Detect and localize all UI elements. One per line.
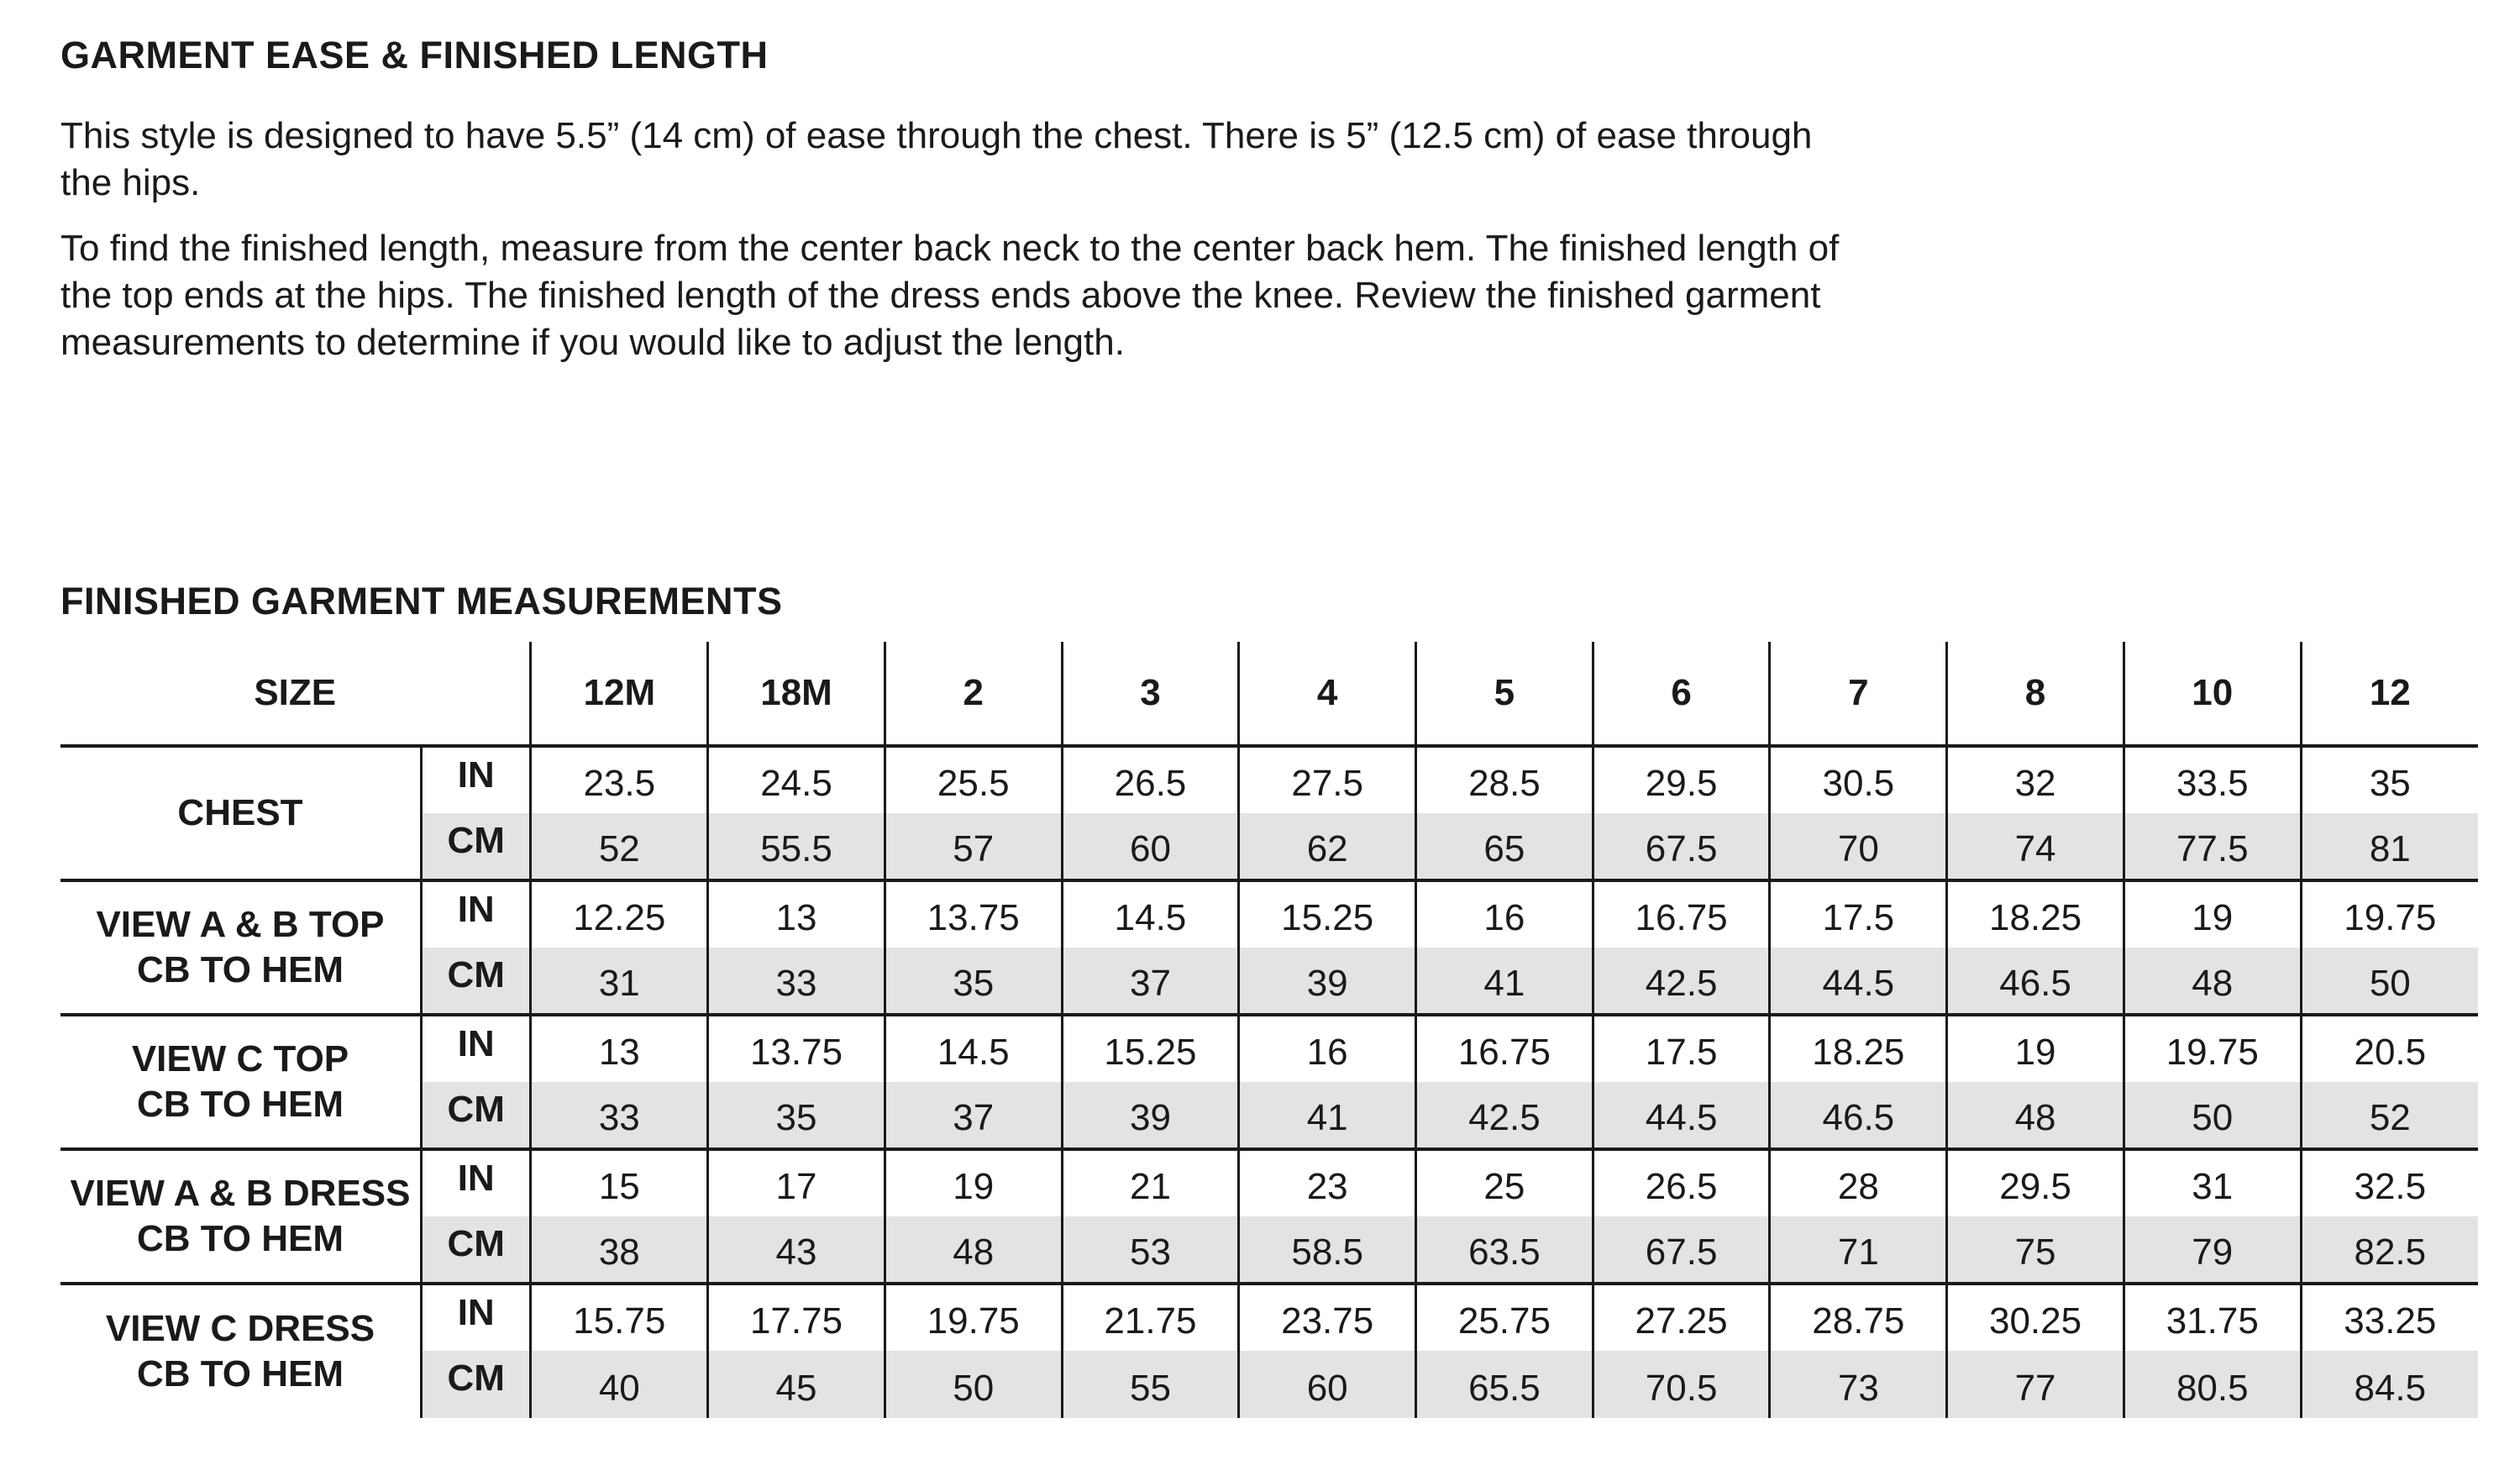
unit-label-cm: CM bbox=[421, 1082, 530, 1149]
value-cell: 70.5 bbox=[1593, 1351, 1770, 1418]
value-cell: 19.75 bbox=[2301, 880, 2478, 948]
value-cell: 19 bbox=[2124, 880, 2301, 948]
value-cell: 30.25 bbox=[1947, 1284, 2124, 1351]
value-cell: 48 bbox=[885, 1216, 1062, 1284]
value-cell: 33.5 bbox=[2124, 746, 2301, 813]
value-cell: 25.5 bbox=[885, 746, 1062, 813]
value-cell: 44.5 bbox=[1593, 1082, 1770, 1149]
value-cell: 31 bbox=[531, 948, 708, 1015]
ease-paragraph: This style is designed to have 5.5” (14 cm) of ease through the chest. There is 5” (12.5 cm) of ease through the hips. bbox=[60, 115, 1813, 203]
value-cell: 52 bbox=[2301, 1082, 2478, 1149]
value-cell: 67.5 bbox=[1593, 813, 1770, 880]
value-cell: 18.25 bbox=[1770, 1015, 1947, 1082]
value-cell: 67.5 bbox=[1593, 1216, 1770, 1284]
value-cell: 41 bbox=[1239, 1082, 1416, 1149]
size-header-row bbox=[60, 642, 2478, 746]
size-header-cell: 10 bbox=[2124, 642, 2301, 746]
value-cell: 30.5 bbox=[1770, 746, 1947, 813]
value-cell: 50 bbox=[885, 1351, 1062, 1418]
value-cell: 44.5 bbox=[1770, 948, 1947, 1015]
value-cell: 28.5 bbox=[1416, 746, 1593, 813]
value-cell: 23.75 bbox=[1239, 1284, 1416, 1351]
value-cell: 40 bbox=[531, 1351, 708, 1418]
value-cell: 42.5 bbox=[1416, 1082, 1593, 1149]
measurement-label-line2: CB TO HEM bbox=[136, 1353, 344, 1394]
value-cell: 46.5 bbox=[1947, 948, 2124, 1015]
value-cell: 13.75 bbox=[885, 880, 1062, 948]
value-cell: 35 bbox=[708, 1082, 885, 1149]
value-cell: 14.5 bbox=[885, 1015, 1062, 1082]
value-cell: 63.5 bbox=[1416, 1216, 1593, 1284]
value-cell: 24.5 bbox=[708, 746, 885, 813]
value-cell: 71 bbox=[1770, 1216, 1947, 1284]
length-paragraph: To find the finished length, measure from the center back neck to the center back hem. The finished length of the top ends at the hips. The finished length of the dress ends above the knee. Review the finished garment measurements to determine if you would like to adjust the length. bbox=[60, 228, 1840, 363]
measurement-label-line1: CHEST bbox=[177, 792, 303, 833]
value-cell: 32.5 bbox=[2301, 1149, 2478, 1216]
table-row bbox=[60, 813, 2478, 880]
table-row bbox=[60, 880, 2478, 948]
size-header: SIZE bbox=[254, 672, 337, 713]
value-cell: 15 bbox=[531, 1149, 708, 1216]
measurements-title: FINISHED GARMENT MEASUREMENTS bbox=[60, 580, 783, 622]
measurement-label bbox=[60, 880, 421, 1015]
value-cell: 29.5 bbox=[1593, 746, 1770, 813]
value-cell: 17 bbox=[708, 1149, 885, 1216]
value-cell: 27.25 bbox=[1593, 1284, 1770, 1351]
table-row bbox=[60, 1082, 2478, 1149]
value-cell: 41 bbox=[1416, 948, 1593, 1015]
measurement-label bbox=[60, 746, 421, 880]
value-cell: 77.5 bbox=[2124, 813, 2301, 880]
value-cell: 53 bbox=[1062, 1216, 1239, 1284]
measurement-label bbox=[60, 1284, 421, 1418]
value-cell: 19.75 bbox=[2124, 1015, 2301, 1082]
value-cell: 48 bbox=[1947, 1082, 2124, 1149]
size-header-cell: 18M bbox=[708, 642, 885, 746]
value-cell: 60 bbox=[1239, 1351, 1416, 1418]
value-cell: 79 bbox=[2124, 1216, 2301, 1284]
value-cell: 70 bbox=[1770, 813, 1947, 880]
unit-label-in: IN bbox=[421, 746, 530, 813]
value-cell: 21 bbox=[1062, 1149, 1239, 1216]
value-cell: 13 bbox=[531, 1015, 708, 1082]
measurement-label-line1: VIEW A & B DRESS bbox=[70, 1173, 411, 1214]
value-cell: 26.5 bbox=[1593, 1149, 1770, 1216]
table-row bbox=[60, 1015, 2478, 1082]
value-cell: 19 bbox=[1947, 1015, 2124, 1082]
unit-label-cm: CM bbox=[421, 813, 530, 880]
value-cell: 58.5 bbox=[1239, 1216, 1416, 1284]
value-cell: 81 bbox=[2301, 813, 2478, 880]
ease-section-title: GARMENT EASE & FINISHED LENGTH bbox=[60, 34, 769, 76]
value-cell: 28 bbox=[1770, 1149, 1947, 1216]
value-cell: 42.5 bbox=[1593, 948, 1770, 1015]
value-cell: 31.75 bbox=[2124, 1284, 2301, 1351]
value-cell: 50 bbox=[2124, 1082, 2301, 1149]
value-cell: 35 bbox=[2301, 746, 2478, 813]
value-cell: 52 bbox=[531, 813, 708, 880]
value-cell: 23.5 bbox=[531, 746, 708, 813]
value-cell: 25.75 bbox=[1416, 1284, 1593, 1351]
value-cell: 29.5 bbox=[1947, 1149, 2124, 1216]
value-cell: 13 bbox=[708, 880, 885, 948]
value-cell: 16 bbox=[1239, 1015, 1416, 1082]
value-cell: 60 bbox=[1062, 813, 1239, 880]
measurement-label bbox=[60, 1149, 421, 1284]
measurement-label-line2: CB TO HEM bbox=[136, 1084, 344, 1125]
unit-label-in: IN bbox=[421, 1284, 530, 1351]
unit-label-cm: CM bbox=[421, 948, 530, 1015]
measurement-label-line2: CB TO HEM bbox=[136, 949, 344, 990]
measurement-label-line1: VIEW C DRESS bbox=[105, 1308, 375, 1349]
value-cell: 21.75 bbox=[1062, 1284, 1239, 1351]
unit-label-cm: CM bbox=[421, 1351, 530, 1418]
value-cell: 13.75 bbox=[708, 1015, 885, 1082]
value-cell: 37 bbox=[1062, 948, 1239, 1015]
value-cell: 23 bbox=[1239, 1149, 1416, 1216]
size-header-cell: 12M bbox=[531, 642, 708, 746]
measurement-label-line2: CB TO HEM bbox=[136, 1218, 344, 1259]
value-cell: 75 bbox=[1947, 1216, 2124, 1284]
value-cell: 16.75 bbox=[1593, 880, 1770, 948]
unit-label-in: IN bbox=[421, 1149, 530, 1216]
value-cell: 73 bbox=[1770, 1351, 1947, 1418]
value-cell: 15.75 bbox=[531, 1284, 708, 1351]
value-cell: 25 bbox=[1416, 1149, 1593, 1216]
value-cell: 82.5 bbox=[2301, 1216, 2478, 1284]
size-header-cell: 6 bbox=[1593, 642, 1770, 746]
table-row bbox=[60, 746, 2478, 813]
value-cell: 20.5 bbox=[2301, 1015, 2478, 1082]
size-header-cell: 5 bbox=[1416, 642, 1593, 746]
value-cell: 55.5 bbox=[708, 813, 885, 880]
value-cell: 18.25 bbox=[1947, 880, 2124, 948]
value-cell: 57 bbox=[885, 813, 1062, 880]
size-header-cell: 3 bbox=[1062, 642, 1239, 746]
value-cell: 62 bbox=[1239, 813, 1416, 880]
size-header-cell: 12 bbox=[2301, 642, 2478, 746]
value-cell: 17.75 bbox=[708, 1284, 885, 1351]
value-cell: 80.5 bbox=[2124, 1351, 2301, 1418]
measurement-label bbox=[60, 1015, 421, 1149]
value-cell: 55 bbox=[1062, 1351, 1239, 1418]
value-cell: 45 bbox=[708, 1351, 885, 1418]
value-cell: 15.25 bbox=[1239, 880, 1416, 948]
value-cell: 17.5 bbox=[1770, 880, 1947, 948]
value-cell: 77 bbox=[1947, 1351, 2124, 1418]
value-cell: 65 bbox=[1416, 813, 1593, 880]
value-cell: 15.25 bbox=[1062, 1015, 1239, 1082]
value-cell: 74 bbox=[1947, 813, 2124, 880]
value-cell: 16.75 bbox=[1416, 1015, 1593, 1082]
value-cell: 46.5 bbox=[1770, 1082, 1947, 1149]
value-cell: 65.5 bbox=[1416, 1351, 1593, 1418]
value-cell: 35 bbox=[885, 948, 1062, 1015]
value-cell: 39 bbox=[1062, 1082, 1239, 1149]
table-row bbox=[60, 1351, 2478, 1418]
value-cell: 84.5 bbox=[2301, 1351, 2478, 1418]
value-cell: 33 bbox=[708, 948, 885, 1015]
value-cell: 38 bbox=[531, 1216, 708, 1284]
size-header-cell: 4 bbox=[1239, 642, 1416, 746]
unit-label-in: IN bbox=[421, 880, 530, 948]
value-cell: 31 bbox=[2124, 1149, 2301, 1216]
measurement-label-line1: VIEW C TOP bbox=[131, 1038, 349, 1079]
value-cell: 43 bbox=[708, 1216, 885, 1284]
value-cell: 50 bbox=[2301, 948, 2478, 1015]
value-cell: 39 bbox=[1239, 948, 1416, 1015]
value-cell: 26.5 bbox=[1062, 746, 1239, 813]
unit-label-in: IN bbox=[421, 1015, 530, 1082]
value-cell: 48 bbox=[2124, 948, 2301, 1015]
table-row bbox=[60, 1284, 2478, 1351]
table-row bbox=[60, 948, 2478, 1015]
measurement-label-line1: VIEW A & B TOP bbox=[96, 904, 385, 945]
value-cell: 17.5 bbox=[1593, 1015, 1770, 1082]
value-cell: 19 bbox=[885, 1149, 1062, 1216]
size-header-cell: 8 bbox=[1947, 642, 2124, 746]
value-cell: 12.25 bbox=[531, 880, 708, 948]
table-row bbox=[60, 1149, 2478, 1216]
measurements-table bbox=[60, 642, 2478, 1418]
unit-label-cm: CM bbox=[421, 1216, 530, 1284]
size-header-cell: 7 bbox=[1770, 642, 1947, 746]
value-cell: 27.5 bbox=[1239, 746, 1416, 813]
value-cell: 28.75 bbox=[1770, 1284, 1947, 1351]
value-cell: 19.75 bbox=[885, 1284, 1062, 1351]
value-cell: 37 bbox=[885, 1082, 1062, 1149]
value-cell: 33.25 bbox=[2301, 1284, 2478, 1351]
size-header-cell: 2 bbox=[885, 642, 1062, 746]
value-cell: 14.5 bbox=[1062, 880, 1239, 948]
value-cell: 32 bbox=[1947, 746, 2124, 813]
table-row bbox=[60, 1216, 2478, 1284]
value-cell: 33 bbox=[531, 1082, 708, 1149]
value-cell: 16 bbox=[1416, 880, 1593, 948]
